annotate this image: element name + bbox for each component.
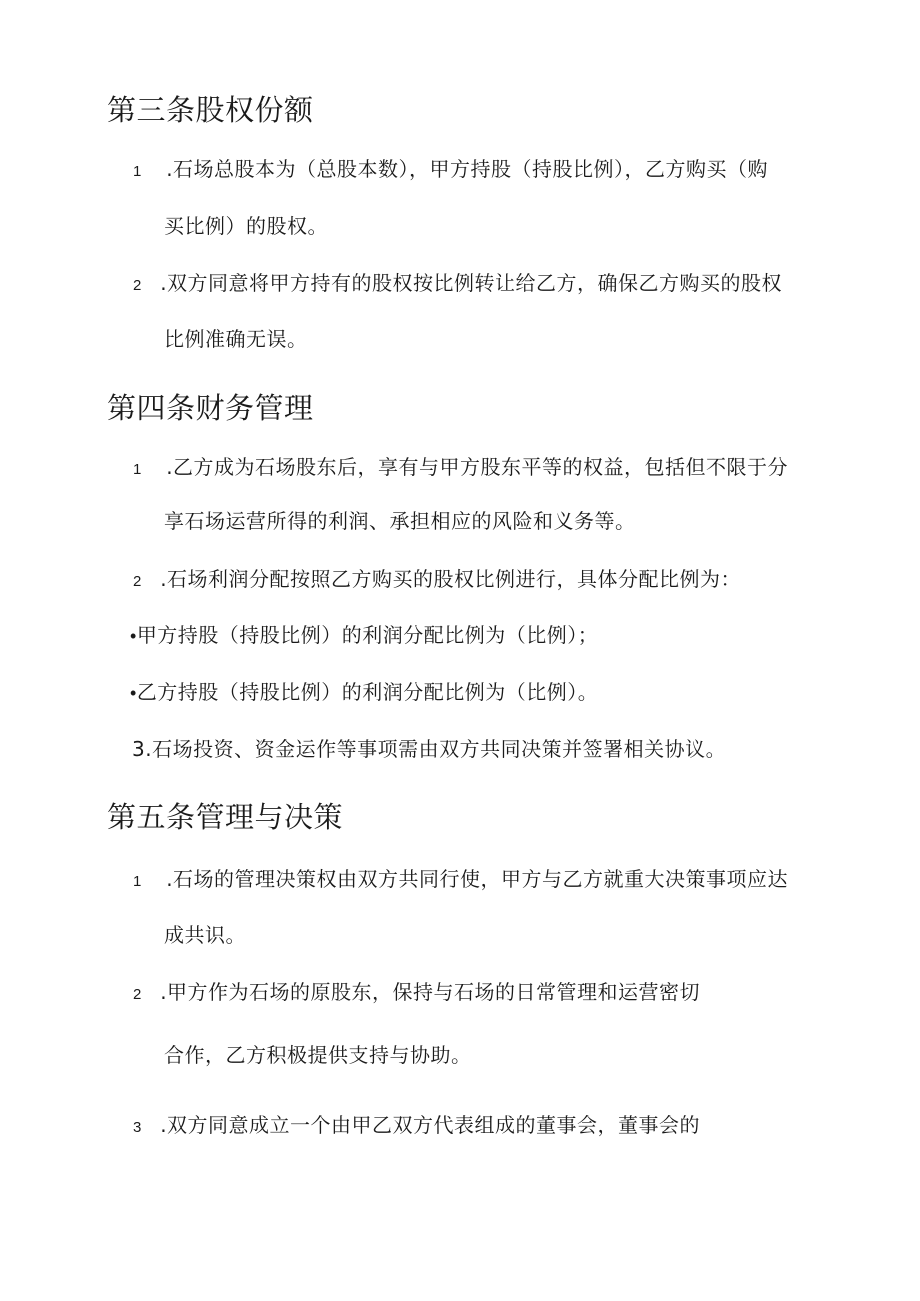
s5-item-2-line-1 xyxy=(133,980,700,1007)
s4-item-2-text-1: .石场利润分配按照乙方购买的股权比例进行，具体分配比例为： xyxy=(160,567,742,591)
s5-item-1-text-1: .石场的管理决策权由双方共同行使，甲方与乙方就重大决策事项应达 xyxy=(166,867,789,891)
bullet-dot: • xyxy=(130,626,137,646)
s3-item-2-text-1: .双方同意将甲方持有的股权按比例转让给乙方，确保乙方购买的股权 xyxy=(160,271,783,295)
s4-bullet-2 xyxy=(130,680,598,705)
section-4-title: 第四条财务管理 xyxy=(107,391,314,425)
s3-item-2-text-2: 比例准确无误。 xyxy=(164,327,308,351)
section-3-title: 第三条股权份额 xyxy=(107,93,314,127)
s4-bullet-1 xyxy=(130,623,598,648)
s4-item-1-text-1: .乙方成为石场股东后，享有与甲方股东平等的权益，包括但不限于分 xyxy=(166,455,789,479)
s5-item-1-line-1 xyxy=(133,867,788,894)
s4-bullet-2-text: 乙方持股（持股比例）的利润分配比例为（比例）。 xyxy=(136,680,599,704)
section-5-title: 第五条管理与决策 xyxy=(107,800,344,834)
s4-bullet-1-text: 甲方持股（持股比例）的利润分配比例为（比例）； xyxy=(136,623,599,647)
s3-item-1-line-1 xyxy=(133,157,768,184)
s5-item-3-line-1 xyxy=(133,1113,700,1140)
s5-item-1-text-2: 成共识。 xyxy=(164,923,246,947)
s3-item-1-text-1: .石场总股本为（总股本数），甲方持股（持股比例），乙方购买（购 xyxy=(166,157,769,181)
s5-item-2-text-2: 合作，乙方积极提供支持与协助。 xyxy=(164,1043,472,1067)
bullet-dot: • xyxy=(130,683,137,703)
s4-item-1-line-1 xyxy=(133,455,788,482)
s3-item-2-number: 2 xyxy=(133,277,142,294)
s3-item-2-line-1 xyxy=(133,271,782,298)
s5-item-3-number: 3 xyxy=(133,1119,142,1136)
s4-item-2-number: 2 xyxy=(133,573,142,590)
s5-item-2-text-1: .甲方作为石场的原股东，保持与石场的日常管理和运营密切 xyxy=(160,980,701,1004)
s5-item-1-number: 1 xyxy=(133,873,142,890)
s4-item-1-number: 1 xyxy=(133,461,142,478)
s4-item-3: 3.石场投资、资金运作等事项需由双方共同决策并签署相关协议。 xyxy=(132,737,727,761)
s5-item-3-text-1: .双方同意成立一个由甲乙双方代表组成的董事会，董事会的 xyxy=(160,1113,701,1137)
s5-item-2-number: 2 xyxy=(133,986,142,1003)
s4-item-1-text-2: 享石场运营所得的利润、承担相应的风险和义务等。 xyxy=(164,509,636,533)
s3-item-1-number: 1 xyxy=(133,163,142,180)
s3-item-1-text-2: 买比例）的股权。 xyxy=(164,214,328,238)
s4-item-2-line-1 xyxy=(133,567,741,594)
